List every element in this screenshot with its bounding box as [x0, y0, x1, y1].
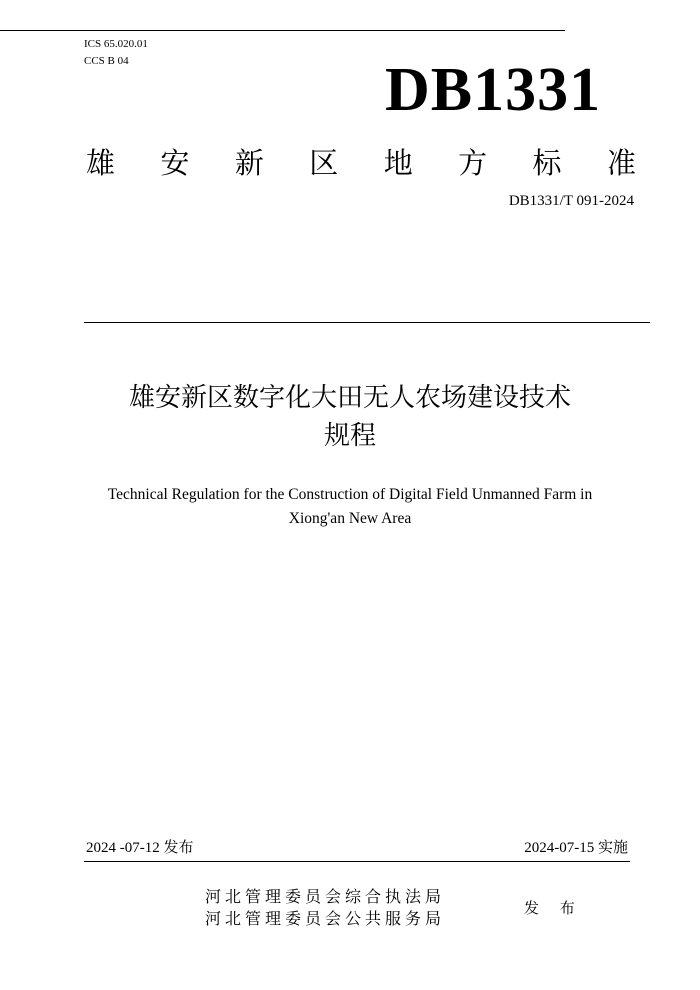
standard-type-char: 安: [160, 146, 190, 180]
standard-number: DB1331/T 091-2024: [508, 193, 634, 209]
standard-type-char: 方: [458, 146, 488, 180]
title-en-line2: Xiong'an New Area: [288, 510, 412, 527]
issuer-2: 河北管理委员会公共服务局: [205, 909, 446, 928]
ccs-code: CCS B 04: [84, 55, 129, 67]
top-rule: [0, 30, 565, 31]
standard-type-char: 区: [309, 146, 339, 180]
standard-type-title: [86, 146, 636, 180]
standard-type-char: 新: [234, 146, 264, 180]
implement-date: 2024-07-15 实施: [524, 840, 628, 856]
standard-type-char: 地: [383, 146, 413, 180]
ics-code: ICS 65.020.01: [84, 38, 148, 50]
db-logo: DB1331: [385, 56, 602, 124]
issuer-1: 河北管理委员会综合执法局: [205, 887, 446, 906]
title-cn-line2: 规程: [323, 421, 376, 451]
title-cn-line1: 雄安新区数字化大田无人农场建设技术: [128, 383, 571, 413]
title-rule: [84, 322, 650, 323]
issue-date: 2024 -07-12 发布: [86, 840, 194, 856]
title-en-line1: Technical Regulation for the Construction of Digital Field Unmanned Farm in: [107, 486, 593, 503]
standard-type-char: 雄: [86, 146, 116, 180]
issue-label: 发 布: [524, 899, 583, 917]
footer-rule: [84, 861, 630, 862]
standard-type-char: 准: [606, 146, 636, 180]
standard-type-char: 标: [532, 146, 562, 180]
